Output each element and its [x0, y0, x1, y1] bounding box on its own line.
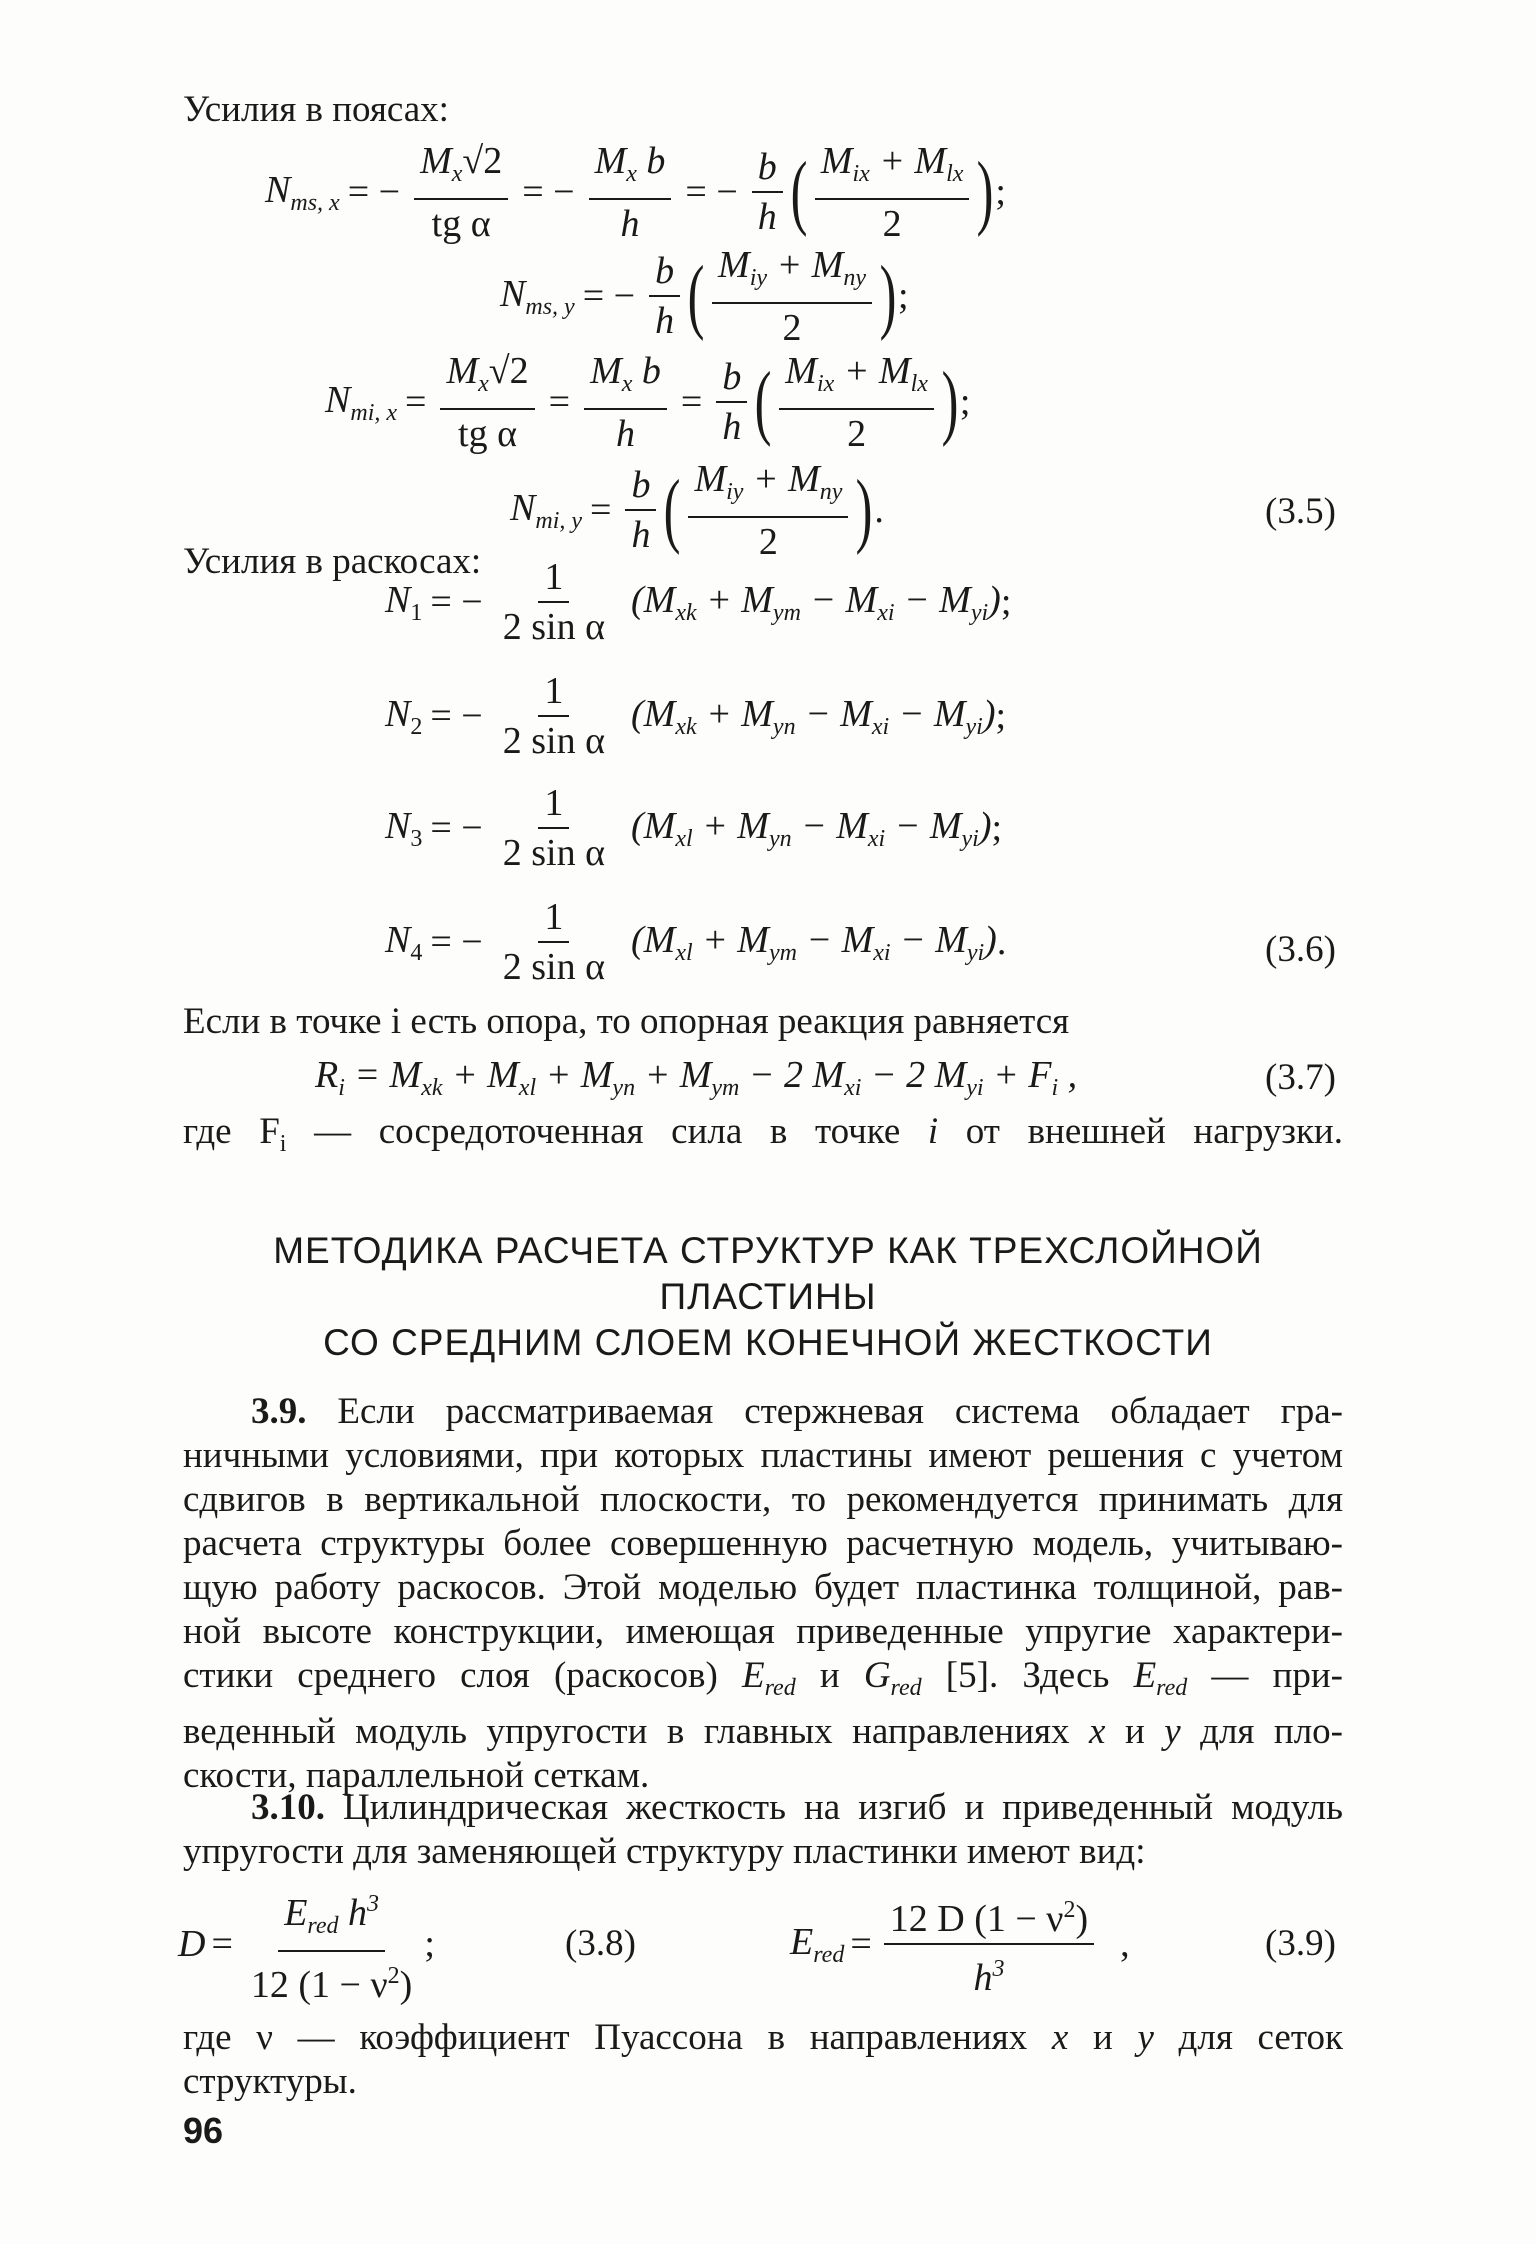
equation-number-3-5: (3.5)	[1265, 491, 1336, 532]
paragraph-3-10: 3.10. Цилиндрическая жесткость на изгиб и приведенный модуль упругости для заменяющей структуру пластинки имеют вид:	[183, 1787, 1343, 1872]
equation-number-3-6: (3.6)	[1265, 929, 1336, 970]
equation-nmi-y: $N_{mi, y}$ = $\frac{b}{h}$ ( $\frac{M_{iy} + M_{ny}}{2}$ ) .	[510, 457, 884, 563]
equation-number-3-8: (3.8)	[565, 1923, 636, 1964]
equation-3-8: D = $\frac{E_{red} h^3}{12 (1 - \nu^2)}$ ;	[178, 1892, 435, 1996]
equation-3-7-body: $R_i = M_{xk} + M_{xl} + M_{yn} + M_{ym} - 2$ $M_{xi} - 2$ $M_{yi} + F_i$ ,	[315, 1053, 1078, 1101]
where-nu-text-line-2: структуры.	[183, 2061, 357, 2102]
where-fi-text: где $F_i$ — сосредоточенная сила в точке i от внешней нагрузки.	[183, 1111, 1343, 1157]
page-number: 96	[183, 2110, 224, 2151]
section-heading-line-2: ПЛАСТИНЫ	[659, 1276, 877, 1317]
equation-nms-x: $N_{ms, x}$ = − $\frac{M_x√2}{\text{tg α}}$ = − $\frac{M_x b}{h}$ = − $\frac{b}{h}$ ( $\frac{M_{ix} + M_{lx}}{2}$ ) ;	[265, 139, 1006, 245]
equation-n1: $N_1$ = − $\frac{1}{\text{2 sin α}}$ $(M_{xk} + M_{ym} - M_{xi} - M_{yi})$ ;	[385, 556, 1012, 648]
where-nu-text-line-1: где ν — коэффициент Пуассона в направлениях x и y для сеток	[183, 2017, 1343, 2058]
paragraph-3-9: 3.9. Если рассматриваемая стержневая система обладает гра- ничными условиями, при которых пластины имеют решения с учетом сдвигов в вертикальной плоскости, то рекомендуется принимать для расчета структуры более совершенную расчетную модель, учитываю- щую работу раскосов. Этой моделью будет пластинка толщиной, рав- ной высоте конструкции, имеющая приведенные упругие характери- стики среднего слоя (раскосов) $E_{red}$ и $G_{red}$ [5]. Здесь $E_{red}$ — при- веденный модуль упругости в главных направлениях x и y для пло- скости, параллельной сеткам.	[183, 1391, 1343, 1796]
equation-3-9: $E_{red}$ = $\frac{12 D (1 - \nu^2)}{h^3}$ ,	[790, 1892, 1130, 1996]
equation-n2: $N_2$ = − $\frac{1}{\text{2 sin α}}$ $(M_{xk} + M_{yn} - M_{xi} - M_{yi})$ ;	[385, 670, 1007, 762]
equation-n4: $N_4$ = − $\frac{1}{\text{2 sin α}}$ $(M_{xl} + M_{ym} - M_{xi} - M_{yi})$ .	[385, 896, 1007, 988]
equation-3-7	[315, 1052, 1077, 1102]
support-text: Если в точке i есть опора, то опорная реакция равняется	[183, 1001, 1070, 1042]
section-label-braces: Усилия в раскосах:	[183, 541, 482, 582]
equation-nms-y: $N_{ms, y}$ = − $\frac{b}{h}$ ( $\frac{M_{iy} + M_{ny}}{2}$ ) ;	[500, 243, 909, 349]
equation-number-3-9: (3.9)	[1265, 1923, 1336, 1964]
equation-nmi-x: $N_{mi, x}$ = $\frac{M_x√2}{\text{tg α}}$ = $\frac{M_x b}{h}$ = $\frac{b}{h}$ ( $\frac{M_{ix} + M_{lx}}{2}$ ) ;	[325, 349, 971, 455]
section-heading-line-1: МЕТОДИКА РАСЧЕТА СТРУКТУР КАК ТРЕХСЛОЙНОЙ	[273, 1230, 1263, 1271]
section-label-chords: Усилия в поясах:	[183, 89, 449, 130]
equation-n3: $N_3$ = − $\frac{1}{\text{2 sin α}}$ $(M_{xl} + M_{yn} - M_{xi} - M_{yi})$ ;	[385, 782, 1003, 874]
section-heading-line-3: СО СРЕДНИМ СЛОЕМ КОНЕЧНОЙ ЖЕСТКОСТИ	[323, 1322, 1213, 1363]
equation-number-3-7: (3.7)	[1265, 1057, 1336, 1098]
